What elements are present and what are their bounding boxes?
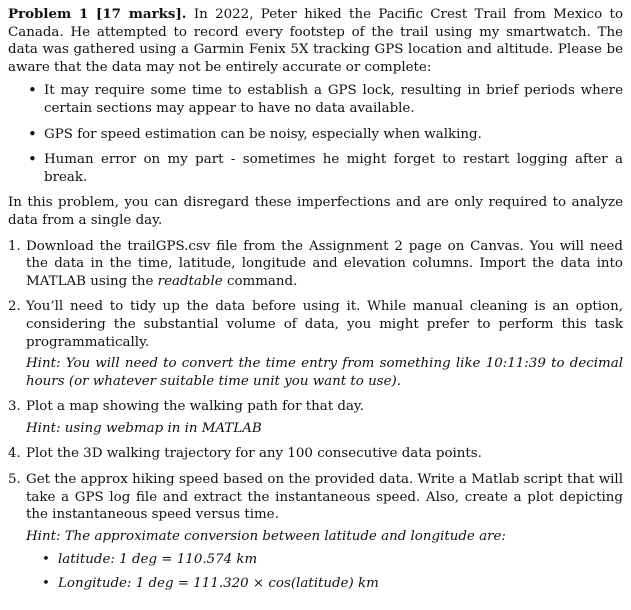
task-text: Plot the 3D walking trajectory for any 100 consecutive data points.: [26, 446, 482, 462]
problem-intro: [8, 6, 623, 76]
task-hint: [26, 528, 623, 546]
task-item-1: [8, 238, 623, 291]
hint-label: Hint:: [26, 356, 61, 372]
task-item-2: [8, 298, 623, 390]
task-number: 3.: [8, 399, 21, 415]
task-item-5: [8, 471, 623, 593]
problem-heading: Problem 1 [17 marks].: [8, 6, 187, 22]
list-item: • GPS for speed estimation can be noisy, especially when walking.: [44, 126, 623, 144]
scope-paragraph: In this problem, you can disregard these imperfections and are only required to analyze data from a single day.: [8, 195, 623, 228]
hint-text: using webmap in in MATLAB: [64, 420, 262, 436]
hint-label: Hint:: [26, 420, 61, 436]
task-text: You’ll need to tidy up the data before using it. While manual cleaning is an option, considering the substantial volume of data, you might prefer to perform this task programmatically.: [26, 299, 623, 350]
task-number: 4.: [8, 446, 21, 462]
intro-text: In 2022, Peter hiked the Pacific Crest Trail from Mexico to Canada. He attempted to record every footstep of the trail using my smartwatch. The data was gathered using a Garmin Fenix 5X tracking GPS location and altitude. Please be aware that the data may not be entirely accurate or complete:: [8, 7, 624, 75]
conversion-list: [26, 551, 623, 592]
caveat-list: [8, 82, 623, 186]
task-text-end: command.: [222, 273, 298, 289]
task-hint: [26, 355, 623, 390]
task-text: Get the approx hiking speed based on the provided data. Write a Matlab script that will take a GPS log file and extract the instantaneous speed. Also, create a plot depicting the instantaneous speed versus time.: [26, 472, 623, 523]
hint-text: You will need to convert the time entry from something like 10:11:39 to decimal hours (or whatever suitable time unit you want to use).: [26, 356, 623, 389]
task-number: 1.: [8, 238, 21, 254]
list-item: • It may require some time to establish a GPS lock, resulting in brief periods where certain sections may appear to have no data available.: [44, 82, 623, 117]
hint-label: Hint:: [26, 528, 61, 544]
task-number: 5.: [8, 472, 21, 488]
hint-text: The approximate conversion between latitude and longitude are:: [64, 528, 506, 544]
task-number: 2.: [8, 299, 21, 315]
task-text: Plot a map showing the walking path for that day.: [26, 399, 364, 415]
task-item-4: [8, 445, 623, 463]
task-item-3: [8, 398, 623, 437]
task-emphasis: readtable: [157, 273, 223, 289]
task-text: Download the trailGPS.csv file from the Assignment 2 page on Canvas. You will need the data in the time, latitude, longitude and elevation columns. Import the data into MATLAB using the: [26, 238, 623, 289]
list-item: • Human error on my part - sometimes he might forget to restart logging after a break.: [44, 151, 623, 186]
list-item: • Longitude: 1 deg = 111.320 × cos(latitude) km: [58, 575, 623, 593]
list-item: • latitude: 1 deg = 110.574 km: [58, 551, 623, 569]
task-list: [8, 238, 623, 593]
task-hint: [26, 420, 623, 438]
